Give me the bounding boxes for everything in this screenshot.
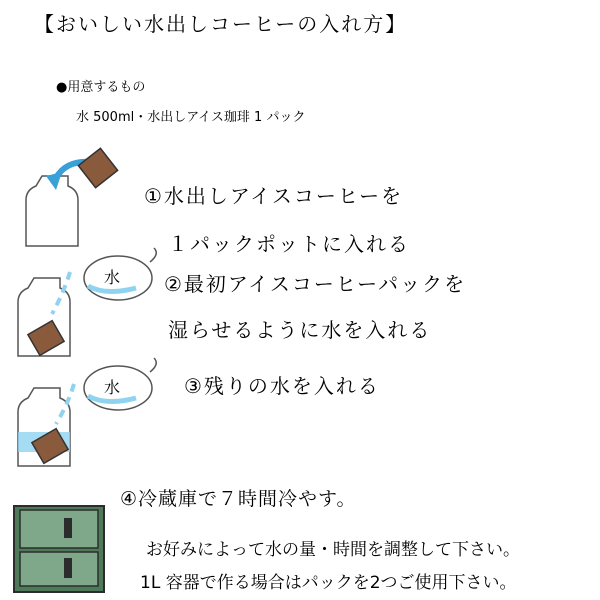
coffee-pack-icon [78, 148, 117, 187]
step-2-line-2: 湿らせるように水を入れる [168, 318, 432, 342]
kettle-label: 水 [104, 378, 121, 397]
step3-illustration [18, 358, 156, 466]
step-4-line-1: ④冷蔵庫で７時間冷やす。 [120, 488, 357, 510]
note-2: 1L 容器で作る場合はパックを2つご使用下さい。 [140, 573, 517, 593]
pot-1 [26, 176, 78, 246]
step2-illustration [18, 248, 156, 356]
note-1: お好みによって水の量・時間を調整して下さい。 [146, 540, 520, 560]
step1-illustration [26, 148, 118, 246]
page-title: 【おいしい水出しコーヒーの入れ方】 [34, 12, 408, 36]
step-3-line-1: ③残りの水を入れる [184, 374, 380, 398]
step-1-line-2: １パックポットに入れる [168, 232, 410, 256]
kettle-label: 水 [104, 268, 121, 287]
fridge-icon [14, 506, 104, 592]
step-1-line-1: ①水出しアイスコーヒーを [144, 184, 404, 208]
materials-list: 水 500ml・水出しアイス珈琲 1 パック [76, 110, 306, 125]
step-2-line-1: ②最初アイスコーヒーパックを [164, 272, 467, 296]
materials-heading: ●用意するもの [56, 80, 146, 95]
